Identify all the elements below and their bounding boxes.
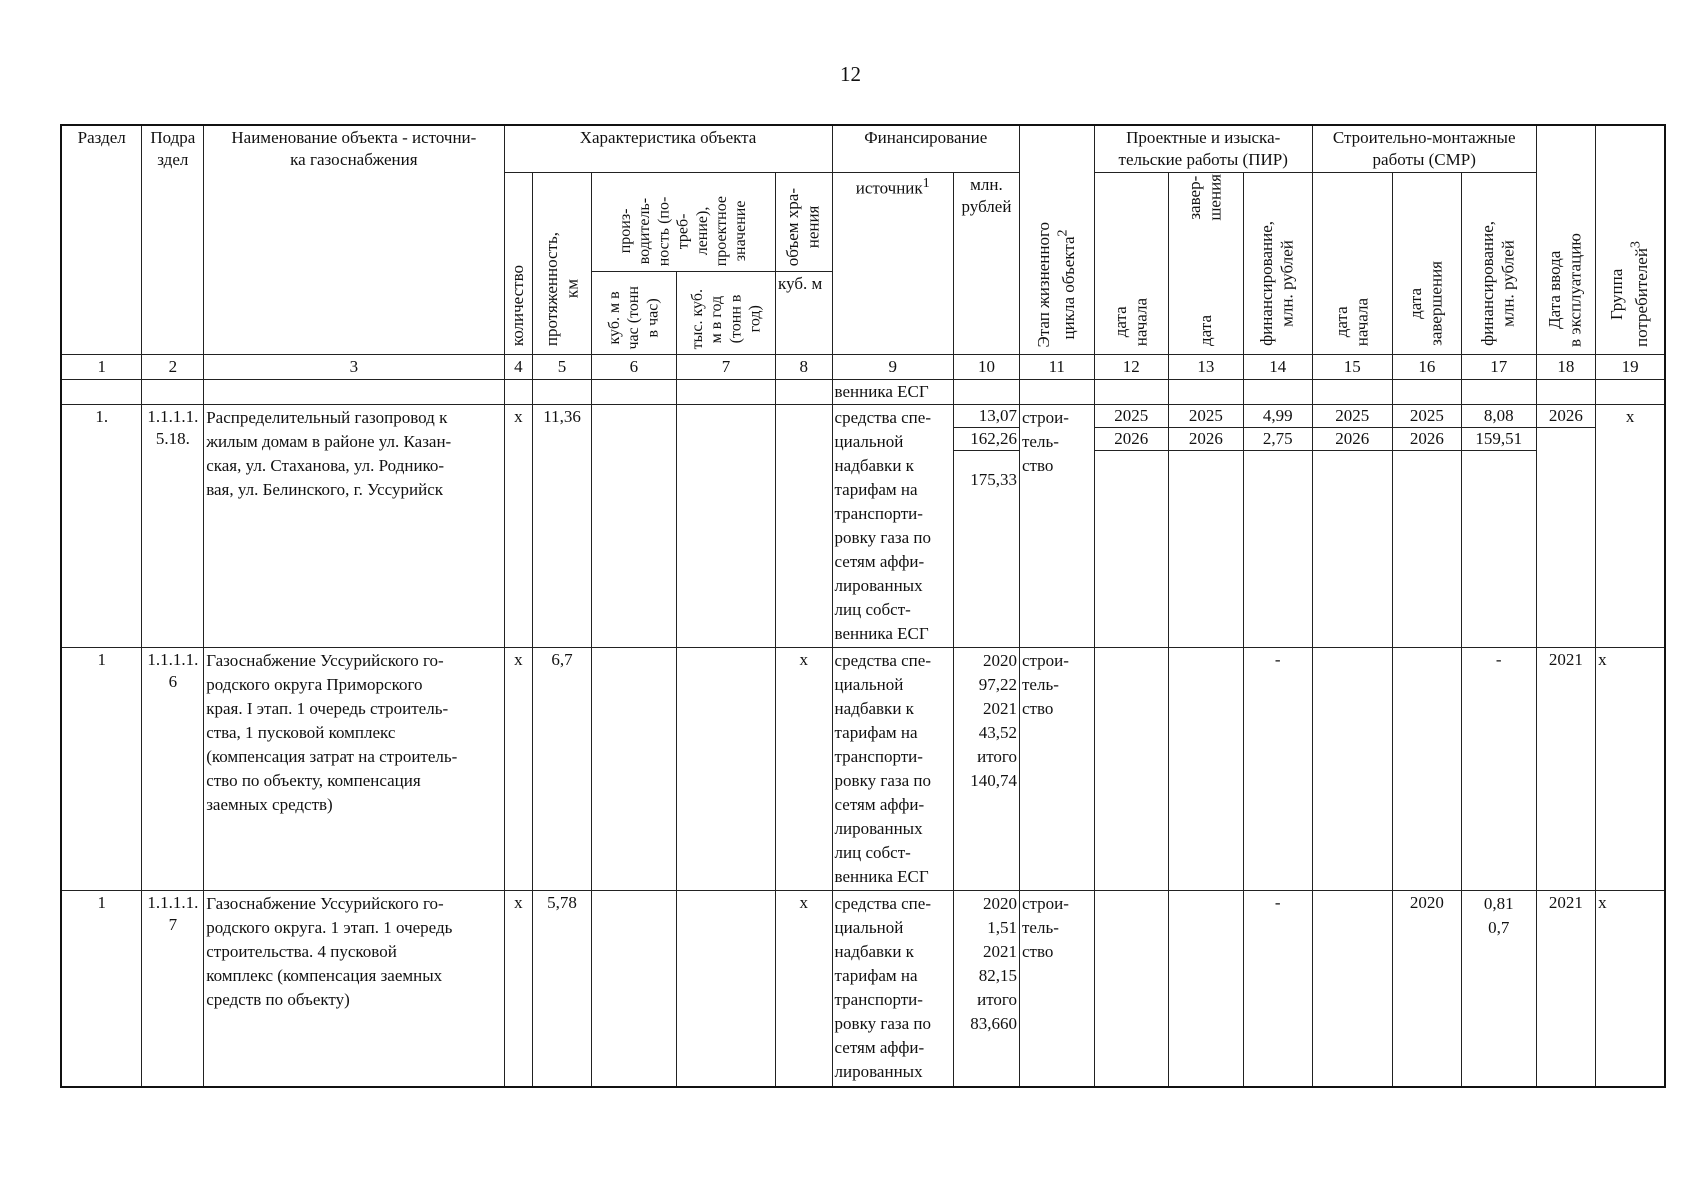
column-number: 19	[1596, 355, 1665, 380]
column-number: 17	[1461, 355, 1536, 380]
row-quantity: x	[504, 405, 533, 648]
row-smr-end	[1392, 405, 1461, 648]
row-smr-end-value: 2026	[1393, 428, 1461, 451]
header-pir-end: завер- шения дата	[1169, 173, 1244, 355]
row-pir-start-value: 2026	[1095, 428, 1169, 451]
header-smr-financing: финансирование, млн. рублей	[1461, 173, 1536, 355]
header-source: источник$^1$	[832, 173, 953, 355]
table-row	[61, 405, 1665, 648]
row-mln-rub	[953, 405, 1019, 648]
row-commission-value: 2026	[1537, 405, 1596, 428]
row-consumer-group: x	[1596, 891, 1665, 1087]
column-number: 8	[776, 355, 833, 380]
row-storage: x	[776, 891, 833, 1087]
row-pir-start-value: 2025	[1095, 405, 1169, 428]
row-quantity: x	[504, 648, 533, 891]
row-length: 5,78	[533, 891, 592, 1087]
row-lifecycle: строи- тель- ство	[1019, 405, 1094, 648]
row-smr-start	[1312, 891, 1392, 1087]
header-razdel: Раздел	[61, 125, 142, 355]
column-number: 11	[1019, 355, 1094, 380]
header-quantity: количество	[504, 173, 533, 355]
header-length: протяженность, км	[533, 173, 592, 355]
header-characteristics: Характеристика объекта	[504, 125, 832, 173]
column-number: 2	[142, 355, 204, 380]
row-smr-start	[1312, 648, 1392, 891]
row-commission-date: 2021	[1536, 891, 1596, 1087]
row-object-name: Распределительный газопровод к жилым домам в районе ул. Казан- ская, ул. Стаханова, ул. Роднико- вая, ул. Белинского, г. Уссурийск	[204, 405, 504, 648]
column-number: 15	[1312, 355, 1392, 380]
row-pir-end-value: 2026	[1169, 428, 1243, 451]
row-pir-financing: -	[1243, 648, 1312, 891]
header-prod-hour: куб. м в час (тонн в час)	[591, 272, 676, 355]
row-length: 11,36	[533, 405, 592, 648]
row-pir-end	[1169, 648, 1244, 891]
row-smr-financing: 0,81 0,7	[1461, 891, 1536, 1087]
column-number: 6	[591, 355, 676, 380]
header-lifecycle: Этап жизненного цикла объекта$^2$	[1019, 125, 1094, 355]
column-number: 7	[677, 355, 776, 380]
row-quantity: x	[504, 891, 533, 1087]
row-prod-hour	[591, 648, 676, 891]
row-mln-total: 175,33	[970, 470, 1017, 490]
header-consumer-group: Группа потребителей$^3$	[1596, 125, 1665, 355]
row-podrazdel: 1.1.1.1. 5.18.	[142, 405, 204, 648]
row-pir-start	[1094, 405, 1169, 648]
table-row	[61, 648, 1665, 891]
row-storage	[776, 405, 833, 648]
row-mln-value: 162,26	[954, 428, 1019, 451]
header-productivity: произ- водитель- ность (по- треб- ление), проектное значение	[591, 173, 775, 272]
header-smr: Строительно-монтажные работы (СМР)	[1312, 125, 1536, 173]
header-mln-rub: млн. рублей	[953, 173, 1019, 355]
column-number: 13	[1169, 355, 1244, 380]
row-podrazdel: 1.1.1.1. 7	[142, 891, 204, 1087]
row-object-name: Газоснабжение Уссурийского го- родского округа. 1 этап. 1 очередь строительства. 4 пусковой комплекс (компенсация заемных средств по объекту)	[204, 891, 504, 1087]
column-number: 5	[533, 355, 592, 380]
column-number: 3	[204, 355, 504, 380]
header-smr-start: дата начала	[1312, 173, 1392, 355]
header-object-name: Наименование объекта - источни- ка газоснабжения	[204, 125, 504, 355]
column-number: 1	[61, 355, 142, 380]
row-prod-hour	[591, 891, 676, 1087]
row-storage: x	[776, 648, 833, 891]
row-pir-end-value: 2025	[1169, 405, 1243, 428]
row-pir-start	[1094, 648, 1169, 891]
header-smr-end: дата завершения	[1392, 173, 1461, 355]
column-number: 12	[1094, 355, 1169, 380]
row-smr-start-value: 2026	[1313, 428, 1392, 451]
row-smr-end	[1392, 648, 1461, 891]
row-commission-date: 2021	[1536, 648, 1596, 891]
continuation-text: венника ЕСГ	[832, 380, 953, 405]
row-pir-end	[1169, 405, 1244, 648]
header-pir-start: дата начала	[1094, 173, 1169, 355]
row-prod-year	[677, 648, 776, 891]
row-commission-date	[1536, 405, 1596, 648]
header-financing: Финансирование	[832, 125, 1019, 173]
row-razdel: 1	[61, 891, 142, 1087]
continuation-row	[61, 380, 1665, 405]
row-smr-financing	[1461, 405, 1536, 648]
row-consumer-group: x	[1596, 405, 1665, 648]
row-length: 6,7	[533, 648, 592, 891]
header-storage-unit: куб. м	[776, 272, 833, 355]
row-object-name: Газоснабжение Уссурийского го- родского округа Приморского края. I этап. 1 очередь строитель- ства, 1 пусковой комплекс (компенсация затрат на строитель- ство по объекту, компенсация заемных средств)	[204, 648, 504, 891]
header-pir-financing: финансирование, млн. рублей	[1243, 173, 1312, 355]
row-smr-start	[1312, 405, 1392, 648]
header-storage: объем хра- нения	[776, 173, 833, 272]
header-prod-year: тыс. куб. м в год (тонн в год)	[677, 272, 776, 355]
row-prod-hour	[591, 405, 676, 648]
row-smr-financing: -	[1461, 648, 1536, 891]
row-mln-rub: 2020 1,51 2021 82,15 итого 83,660	[953, 891, 1019, 1087]
row-pir-financing: -	[1243, 891, 1312, 1087]
header-podrazdel: Подра здел	[142, 125, 204, 355]
row-source: средства спе- циальной надбавки к тарифам на транспорти- ровку газа по сетям аффи- лированных	[832, 891, 953, 1087]
row-pir-fin-value: 2,75	[1244, 428, 1312, 451]
page-number: 12	[840, 62, 861, 86]
row-pir-start	[1094, 891, 1169, 1087]
row-prod-year	[677, 891, 776, 1087]
column-number: 4	[504, 355, 533, 380]
row-pir-financing	[1243, 405, 1312, 648]
row-consumer-group: x	[1596, 648, 1665, 891]
row-smr-end: 2020	[1392, 891, 1461, 1087]
column-number: 16	[1392, 355, 1461, 380]
row-lifecycle: строи- тель- ство	[1019, 648, 1094, 891]
row-lifecycle: строи- тель- ство	[1019, 891, 1094, 1087]
row-mln-rub: 2020 97,22 2021 43,52 итого 140,74	[953, 648, 1019, 891]
column-numbers-row	[61, 355, 1665, 380]
row-prod-year	[677, 405, 776, 648]
gas-supply-objects-table	[60, 124, 1666, 1088]
row-pir-end	[1169, 891, 1244, 1087]
header-commission-date: Дата ввода в эксплуатацию	[1536, 125, 1596, 355]
row-mln-value: 13,07	[954, 405, 1019, 428]
row-smr-fin-value: 8,08	[1462, 405, 1536, 428]
row-podrazdel: 1.1.1.1. 6	[142, 648, 204, 891]
column-number: 18	[1536, 355, 1596, 380]
table-row	[61, 891, 1665, 1087]
row-pir-fin-value: 4,99	[1244, 405, 1312, 428]
row-source: средства спе- циальной надбавки к тарифам на транспорти- ровку газа по сетям аффи- лированных лиц собст- венника ЕСГ	[832, 648, 953, 891]
row-smr-end-value: 2025	[1393, 405, 1461, 428]
row-razdel: 1.	[61, 405, 142, 648]
column-number: 14	[1243, 355, 1312, 380]
row-source: средства спе- циальной надбавки к тарифам на транспорти- ровку газа по сетям аффи- лированных лиц собст- венника ЕСГ	[832, 405, 953, 648]
row-razdel: 1	[61, 648, 142, 891]
column-number: 10	[953, 355, 1019, 380]
header-pir: Проектные и изыска- тельские работы (ПИР)	[1094, 125, 1312, 173]
row-smr-start-value: 2025	[1313, 405, 1392, 428]
column-number: 9	[832, 355, 953, 380]
row-smr-fin-value: 159,51	[1462, 428, 1536, 451]
